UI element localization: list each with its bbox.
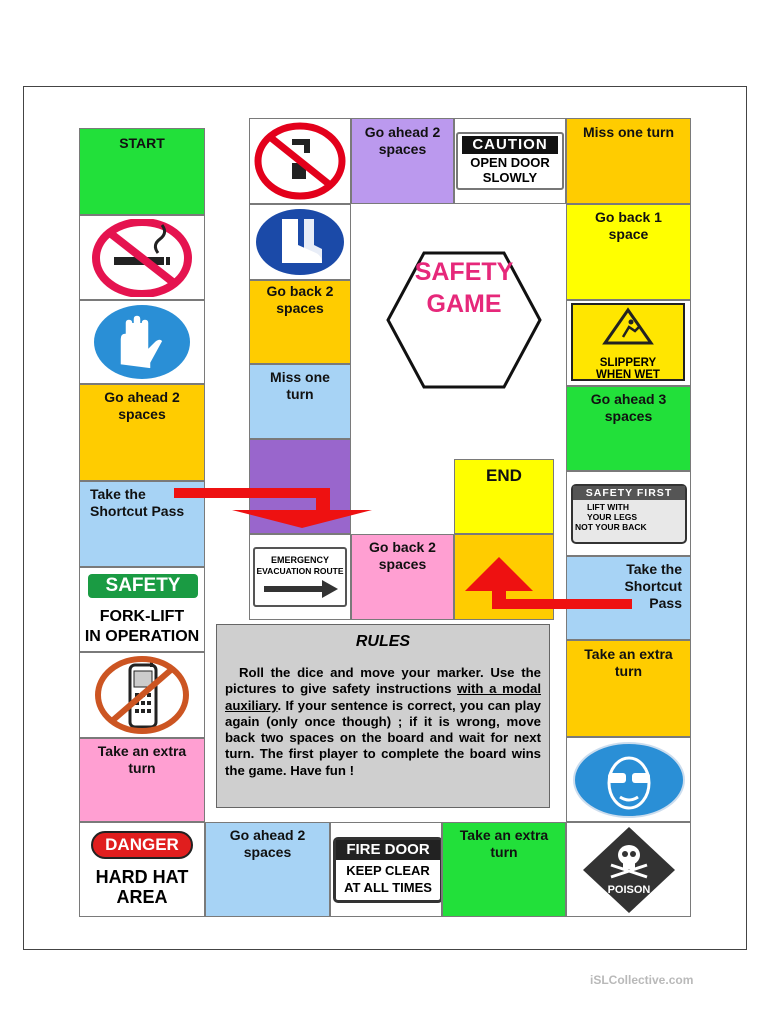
rules-text-part2: . If your sentence is correct, you can play again (only once though) ; if it is wrong, move back two spaces on the board and wait for next turn. The first player to complete the board wins the game. Have fun ! <box>225 697 541 778</box>
caution-line1: OPEN DOOR <box>470 155 550 170</box>
danger-sign-line2: AREA <box>116 887 168 907</box>
square-no-phone[interactable] <box>79 652 205 738</box>
square-label: Miss one turn <box>582 124 674 140</box>
square-label: Take an extra turn <box>97 743 187 776</box>
slippery-line2: WHEN WET <box>596 369 660 381</box>
slippery-sign <box>571 303 685 381</box>
game-title-line1: SAFETY <box>414 258 514 286</box>
square-end-label: END <box>486 466 522 485</box>
safety-first-sign <box>571 484 687 544</box>
square-go-back-2-left[interactable] <box>249 280 351 364</box>
square-label: Miss one turn <box>270 369 330 402</box>
square-safety-first[interactable] <box>566 471 691 556</box>
rules-panel <box>216 624 550 808</box>
safety-first-line2: YOUR LEGS <box>587 512 638 522</box>
square-no-smoking[interactable] <box>79 215 205 300</box>
rules-text-underlined: with a modal auxiliary <box>225 681 541 713</box>
square-miss-one-top-right[interactable] <box>566 118 691 204</box>
square-start[interactable] <box>79 128 205 215</box>
emergency-route-sign <box>253 547 347 607</box>
square-label: Go ahead 2 spaces <box>364 124 441 157</box>
rules-text-part1: Roll the dice and move your marker. Use the pictures to give safety instructions <box>225 665 541 697</box>
caution-sign <box>456 132 564 190</box>
poison-label: POISON <box>607 883 650 896</box>
danger-sign-title: DANGER <box>91 831 193 859</box>
square-no-drinking-water[interactable] <box>249 118 351 204</box>
square-go-back-1[interactable] <box>566 204 691 300</box>
square-go-ahead-2-bottom[interactable] <box>205 822 330 917</box>
square-label: Take the Shortcut Pass <box>90 486 185 519</box>
square-extra-turn-bottom[interactable] <box>442 822 566 917</box>
danger-sign-line1: HARD HAT <box>95 867 189 887</box>
safety-first-title: SAFETY FIRST <box>573 486 685 500</box>
no-mobile-phone-icon <box>92 655 192 735</box>
square-label: Go ahead 2 spaces <box>104 389 180 422</box>
no-drinking-water-icon <box>252 121 348 201</box>
square-go-ahead-2-top[interactable] <box>351 118 454 204</box>
fire-door-line2: AT ALL TIMES <box>344 880 432 895</box>
square-extra-turn-left[interactable] <box>79 738 205 822</box>
square-label: Go ahead 2 spaces <box>229 827 306 860</box>
fire-door-title: FIRE DOOR <box>336 840 440 860</box>
square-emergency-route[interactable] <box>249 534 351 620</box>
fire-door-sign <box>333 837 442 903</box>
forklift-sign-line1: FORK-LIFT <box>99 608 185 625</box>
caution-title: CAUTION <box>462 136 558 154</box>
slippery-floor-icon <box>573 307 683 347</box>
square-label: Take an extra turn <box>459 827 549 860</box>
right-arrow-icon <box>260 580 340 598</box>
square-go-ahead-2-outer[interactable] <box>79 384 205 481</box>
square-forklift[interactable] <box>79 567 205 652</box>
fire-door-line1: KEEP CLEAR <box>346 863 430 878</box>
square-label: Take the Shortcut Pass <box>624 561 682 611</box>
watermark: iSLCollective.com <box>590 973 694 987</box>
rules-heading: RULES <box>355 633 411 650</box>
square-eye-protection[interactable] <box>566 737 691 822</box>
square-label: Go back 1 space <box>595 209 662 242</box>
caution-line2: SLOWLY <box>482 170 538 185</box>
square-caution[interactable] <box>454 118 566 204</box>
square-label: Go ahead 3 spaces <box>590 391 667 424</box>
square-slippery[interactable] <box>566 300 691 386</box>
square-label: Go back 2 spaces <box>266 283 334 316</box>
square-fire-door[interactable] <box>330 822 442 917</box>
eye-protection-icon <box>572 741 686 819</box>
game-title-line2: GAME <box>426 290 502 318</box>
poison-skull-icon <box>581 825 677 915</box>
square-miss-one-left[interactable] <box>249 364 351 439</box>
safety-boots-icon <box>252 207 348 277</box>
square-start-label: START <box>119 135 165 151</box>
square-go-ahead-3[interactable] <box>566 386 691 471</box>
square-poison[interactable] <box>566 822 691 917</box>
square-go-back-2-inner[interactable] <box>351 534 454 620</box>
shortcut-arrow-right <box>455 555 640 615</box>
forklift-sign-title: SAFETY <box>88 574 198 598</box>
shortcut-arrow-left <box>160 480 375 530</box>
square-label: Take an extra turn <box>584 646 673 679</box>
square-danger-hard-hat[interactable] <box>79 822 205 917</box>
forklift-sign-line2: IN OPERATION <box>84 628 200 645</box>
gloves-icon <box>92 303 192 381</box>
emergency-line1: EMERGENCY <box>270 555 329 565</box>
square-safety-boots[interactable] <box>249 204 351 280</box>
square-extra-turn-right[interactable] <box>566 640 691 737</box>
square-end[interactable] <box>454 459 554 534</box>
safety-first-line3: NOT YOUR BACK <box>575 522 647 532</box>
no-smoking-icon <box>92 219 192 297</box>
square-label: Go back 2 spaces <box>369 539 436 572</box>
square-gloves[interactable] <box>79 300 205 384</box>
slippery-line1: SLIPPERY <box>599 357 657 369</box>
rules-text <box>225 665 541 779</box>
safety-first-line1: LIFT WITH <box>587 502 630 512</box>
emergency-line2: EVACUATION ROUTE <box>256 566 344 576</box>
